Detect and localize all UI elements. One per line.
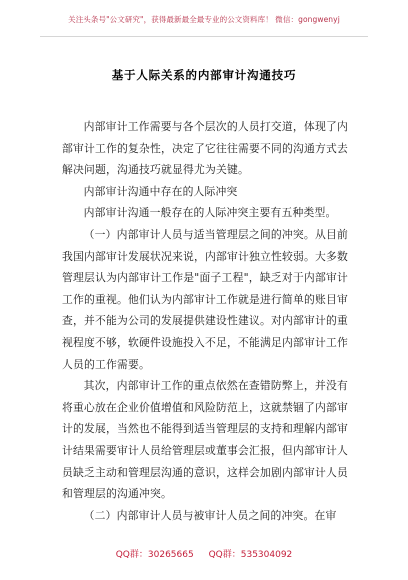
header-divider bbox=[40, 36, 368, 37]
footer-qq-group-1: QQ群：30265665 bbox=[115, 550, 194, 560]
body-paragraph: 内部审计工作需要与各个层次的人员打交道，体现了内部审计工作的复杂性，决定了它往往需要不同的沟通方式去解决问题，沟通技巧就显得尤为关键。 bbox=[62, 120, 348, 177]
document-body bbox=[62, 116, 348, 526]
body-paragraph: （二）内部审计人员与被审计人员之间的冲突。在审 bbox=[83, 508, 337, 522]
section-heading: 内部审计沟通中存在的人际冲突 bbox=[83, 184, 238, 198]
footer-qq-groups bbox=[0, 547, 408, 560]
header-banner: 关注头条号"公文研究"，获得最新最全最专业的公文资料库！ 微信：gongwenyj bbox=[68, 15, 340, 24]
document-title: 基于人际关系的内部审计沟通技巧 bbox=[111, 68, 297, 82]
footer-qq-group-2: QQ群：535304092 bbox=[208, 550, 293, 560]
body-paragraph: （一）内部审计人员与适当管理层之间的冲突。从目前我国内部审计发展状况来说，内部审计独立性较弱。大多数管理层认为内部审计工作是"面子工程"，缺乏对于内部审计工作的重视。他们认为内部审计工作就是进行简单的账目审查，并不能为公司的发展提供建设性建议。对内部审计的重视程度不够，软硬件设施投入不足，不能满足内部审计工作人员的工作需要。 bbox=[62, 227, 348, 371]
body-paragraph: 内部审计沟通一般存在的人际冲突主要有五种类型。 bbox=[83, 206, 337, 220]
body-paragraph: 其次，内部审计工作的重点依然在查错防弊上，并没有将重心放在企业价值增值和风险防范上，这就禁锢了内部审计的发展，当然也不能得到适当管理层的支持和理解内部审计结果需要审计人员给管理层或董事会汇报，但内部审计人员缺乏主动和管理层沟通的意识，这样会加剧内部审计人员和管理层的沟通冲突。 bbox=[62, 379, 348, 501]
